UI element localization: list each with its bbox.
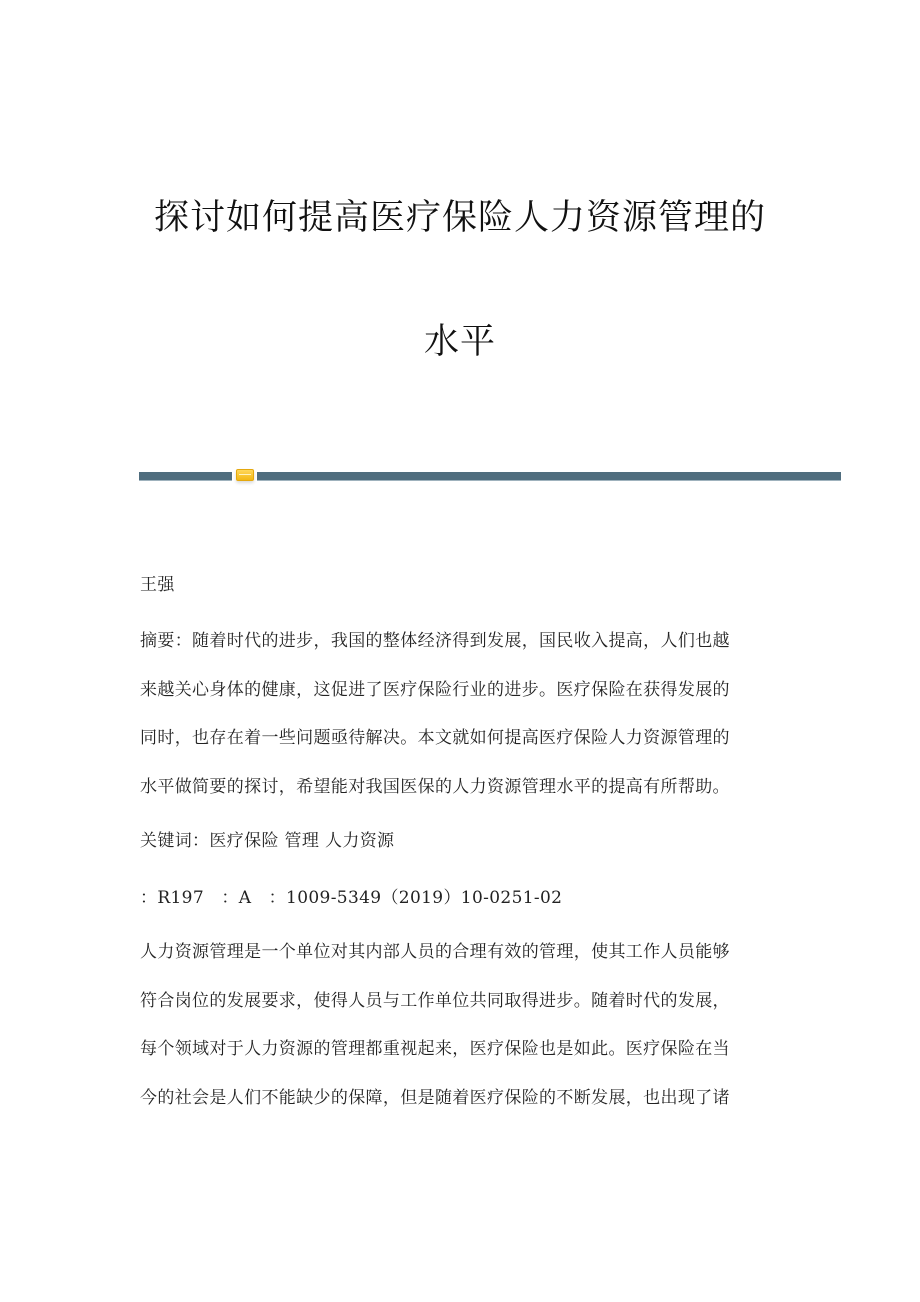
author-name: 王强: [140, 575, 175, 595]
body-line: 符合岗位的发展要求，使得人员与工作单位共同取得进步。随着时代的发展，: [140, 991, 730, 1011]
abstract-line: 水平做简要的探讨，希望能对我国医保的人力资源管理水平的提高有所帮助。: [140, 777, 730, 797]
divider-badge-icon: [236, 469, 254, 481]
abstract-line: 来越关心身体的健康，这促进了医疗保险行业的进步。医疗保险在获得发展的: [140, 680, 730, 700]
body-line: 人力资源管理是一个单位对其内部人员的合理有效的管理，使其工作人员能够: [140, 942, 730, 962]
divider-bar-right: [257, 472, 841, 481]
abstract-line: 摘要：随着时代的进步，我国的整体经济得到发展，国民收入提高，人们也越: [140, 631, 730, 651]
classification-info: ：R197 ：A ：1009-5349（2019）10-0251-02: [140, 888, 563, 908]
body-line: 每个领域对于人力资源的管理都重视起来，医疗保险也是如此。医疗保险在当: [140, 1039, 730, 1059]
body-line: 今的社会是人们不能缺少的保障，但是随着医疗保险的不断发展，也出现了诸: [140, 1088, 730, 1108]
keywords: 关键词：医疗保险 管理 人力资源: [140, 831, 395, 851]
document-title-line-1: 探讨如何提高医疗保险人力资源管理的: [153, 198, 766, 238]
document-title-line-2: 水平: [423, 322, 496, 362]
abstract-line: 同时，也存在着一些问题亟待解决。本文就如何提高医疗保险人力资源管理的: [140, 728, 730, 748]
divider-bar-left: [139, 472, 232, 481]
